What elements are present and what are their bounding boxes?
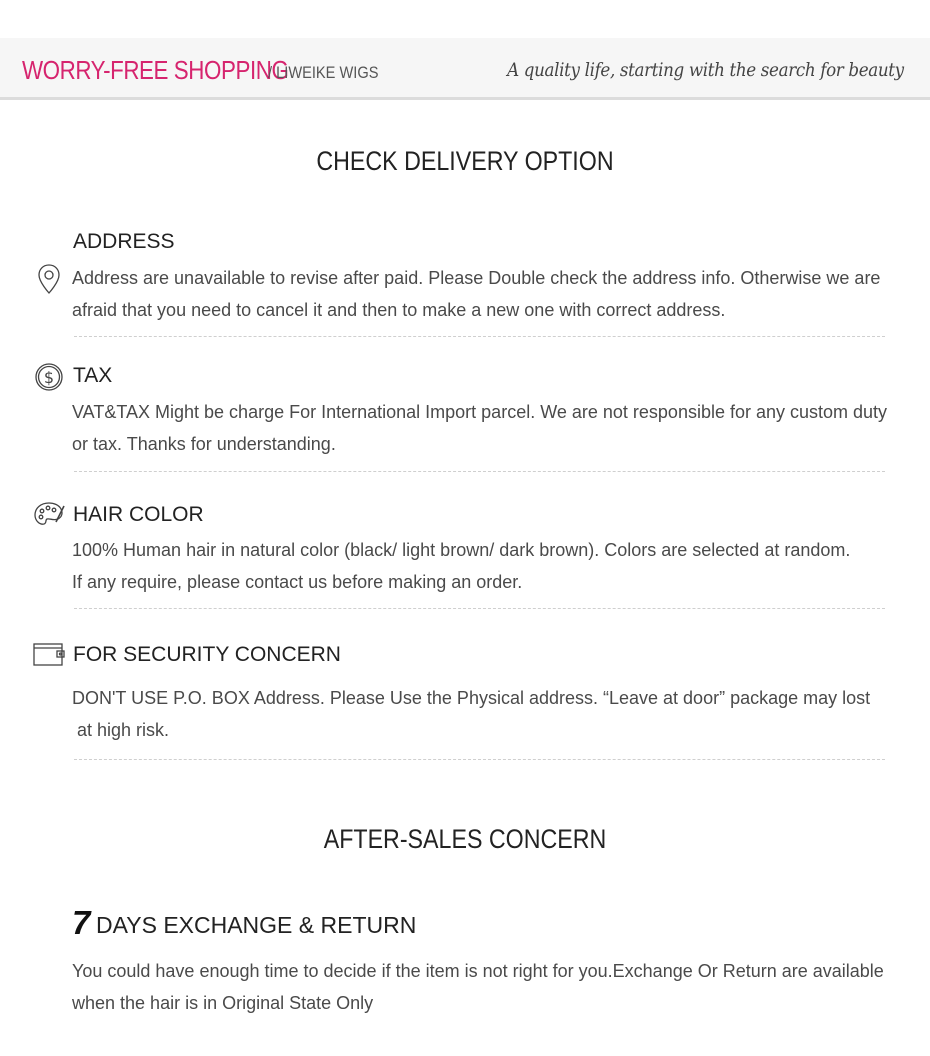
return-heading: DAYS EXCHANGE & RETURN [96,912,417,938]
return-days-number: 7 [72,904,91,941]
brand-tagline: A quality life, starting with the search for beauty [507,59,904,81]
dollar-circle-icon [32,360,66,394]
brand-subtitle: / LIWEIKE WIGS [268,63,379,82]
brand-title: WORRY-FREE SHOPPING [22,55,289,85]
hair-color-text: 100% Human hair in natural color (black/ light brown/ dark brown). Colors are selected at random. If any require, please contact us before making an order. [72,540,851,592]
after-sales-section-title: AFTER-SALES CONCERN [323,824,607,854]
tax-heading: TAX [73,364,113,387]
address-heading: ADDRESS [73,230,175,253]
tax-text: VAT&TAX Might be charge For International Import parcel. We are not responsible for any custom duty or tax. Thanks for understanding. [72,402,888,454]
security-heading: FOR SECURITY CONCERN [73,643,341,666]
location-pin-icon [32,262,66,296]
address-text: Address are unavailable to revise after paid. Please Double check the address info. Otherwise we are afraid that you need to cancel it and then to make a new one with correct address. [72,268,881,320]
return-policy-text: You could have enough time to decide if the item is not right for you.Exchange Or Return are available when the hair is in Original State Only [72,961,884,1013]
delivery-section-title: CHECK DELIVERY OPTION [316,146,614,176]
svg-text:$: $ [43,368,55,387]
palette-icon [32,498,66,532]
header-banner [0,38,930,100]
divider [74,471,885,472]
hair-color-heading: HAIR COLOR [73,503,204,526]
divider [74,336,885,337]
divider [74,759,885,760]
divider [74,608,885,609]
security-text: DON'T USE P.O. BOX Address. Please Use the Physical address. “Leave at door” package may lost at high risk. [72,688,871,740]
wallet-icon [32,640,66,670]
